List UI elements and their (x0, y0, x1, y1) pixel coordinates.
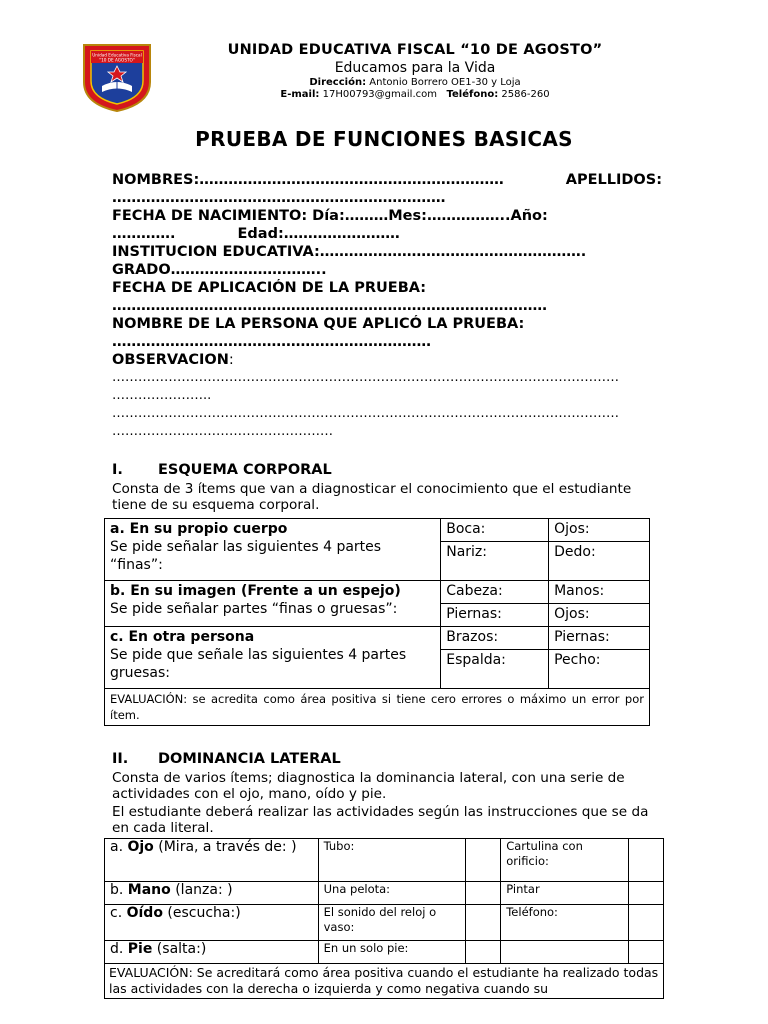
part-cell[interactable]: Ojos: (549, 604, 650, 627)
observation-line-4[interactable]: …………………………………………… (112, 424, 333, 439)
school-contact (190, 89, 640, 100)
lateral-dominance-table (104, 838, 664, 999)
activity-cell: Teléfono: (501, 905, 629, 941)
mark-cell[interactable] (629, 839, 664, 882)
document-title: PRUEBA DE FUNCIONES BASICAS (195, 127, 573, 151)
part-cell[interactable]: Nariz: (441, 542, 549, 581)
section-1-evaluation: EVALUACIÓN: se acredita como área positiva si tiene cero errores o máximo un error por ítem. (105, 689, 650, 726)
activity-cell (501, 941, 629, 964)
part-cell[interactable]: Piernas: (549, 627, 650, 650)
birthdate-field[interactable]: FECHA DE NACIMIENTO: Día:………Mes:……………..Año: (112, 208, 548, 224)
observation-line-2[interactable]: ………………….. (112, 388, 212, 403)
activity-cell: En un solo pie: (318, 941, 466, 964)
student-form (112, 171, 662, 441)
address-label: Dirección: (309, 77, 367, 88)
mark-cell[interactable] (466, 882, 501, 905)
apellidos-field[interactable]: …………………………………………………………… (112, 190, 446, 206)
mark-cell[interactable] (466, 905, 501, 941)
row-hand-label: b. Mano (lanza: ) (105, 882, 319, 905)
section-1-heading: I. ESQUEMA CORPORAL (112, 462, 332, 478)
activity-cell: El sonido del reloj o vaso: (318, 905, 466, 941)
age-field[interactable]: Edad:…………………… (237, 226, 400, 242)
mark-cell[interactable] (466, 941, 501, 964)
part-cell[interactable]: Dedo: (549, 542, 650, 581)
email-value: 17H00793@gmail.com (322, 89, 437, 100)
birth-year-field[interactable]: …………. (112, 226, 176, 242)
institution-field[interactable]: INSTITUCION EDUCATIVA:………………………………………………. (112, 244, 587, 260)
item-b-cell: b. En su imagen (Frente a un espejo) Se pide señalar partes “finas o gruesas”: (105, 581, 441, 627)
row-eye-label: a. Ojo (Mira, a través de: ) (105, 839, 319, 882)
school-name: UNIDAD EDUCATIVA FISCAL “10 DE AGOSTO” (227, 42, 603, 58)
item-c-cell: c. En otra persona Se pide que señale las siguientes 4 partes gruesas: (105, 627, 441, 689)
part-cell[interactable]: Pecho: (549, 650, 650, 689)
grade-field[interactable]: GRADO………………………….. (112, 262, 327, 278)
names-line (112, 171, 662, 189)
activity-cell: Cartulina con orificio: (501, 839, 629, 882)
nombres-field[interactable]: NOMBRES:……………………………………………………… (112, 172, 504, 188)
part-cell[interactable]: Brazos: (441, 627, 549, 650)
email-label: E-mail: (280, 89, 320, 100)
phone-value: 2586-260 (501, 89, 550, 100)
row-ear-label: c. Oído (escucha:) (105, 905, 319, 941)
logo-text-line1: Unidad Educativa Fiscal (92, 52, 142, 58)
activity-cell: Una pelota: (318, 882, 466, 905)
mark-cell[interactable] (466, 839, 501, 882)
application-date-label: FECHA DE APLICACIÓN DE LA PRUEBA: (112, 280, 427, 296)
school-address (190, 77, 640, 88)
mark-cell[interactable] (629, 905, 664, 941)
examiner-label: NOMBRE DE LA PERSONA QUE APLICÓ LA PRUEBA: (112, 316, 525, 332)
item-a-cell: a. En su propio cuerpo Se pide señalar las siguientes 4 partes “finas”: (105, 519, 441, 581)
observation-line-3[interactable]: ……………………………………………………………………………………………………… (112, 406, 619, 421)
part-cell[interactable]: Espalda: (441, 650, 549, 689)
row-foot-label: d. Pie (salta:) (105, 941, 319, 964)
address-value: Antonio Borrero OE1-30 y Loja (369, 77, 521, 88)
age-line (112, 225, 662, 243)
part-cell[interactable]: Ojos: (549, 519, 650, 542)
examiner-field[interactable]: ………………………………………………………… (112, 334, 431, 350)
section-2-description-2: El estudiante deberá realizar las actividades según las instrucciones que se da en cada literal. (112, 804, 649, 836)
mark-cell[interactable] (629, 941, 664, 964)
section-2-description-1: Consta de varios ítems; diagnostica la dominancia lateral, con una serie de actividades con el ojo, mano, oído y pie. (112, 770, 625, 802)
section-2-heading: II. DOMINANCIA LATERAL (112, 751, 341, 767)
application-date-field[interactable]: ……………………………………………………………………………… (112, 298, 547, 314)
observation-line-1[interactable]: ……………………………………………………………………………………………………… (112, 370, 619, 385)
logo-text-line2: "10 DE AGOSTO" (99, 57, 135, 63)
school-logo (82, 42, 152, 112)
part-cell[interactable]: Boca: (441, 519, 549, 542)
section-2-evaluation: EVALUACIÓN: Se acreditará como área positiva cuando el estudiante ha realizado todas las actividades con la derecha o izquierda y como negativa cuando su (105, 964, 664, 999)
mark-cell[interactable] (629, 882, 664, 905)
school-motto: Educamos para la Vida (334, 60, 496, 76)
part-cell[interactable]: Manos: (549, 581, 650, 604)
part-cell[interactable]: Piernas: (441, 604, 549, 627)
phone-label: Teléfono: (446, 89, 499, 100)
part-cell[interactable]: Cabeza: (441, 581, 549, 604)
observation-label: OBSERVACION: (112, 352, 234, 368)
activity-cell: Tubo: (318, 839, 466, 882)
body-schema-table (104, 518, 650, 726)
section-1-description: Consta de 3 ítems que van a diagnosticar el conocimiento que el estudiante tiene de su esquema corporal. (112, 481, 632, 513)
apellidos-label: APELLIDOS: (565, 172, 662, 188)
activity-cell: Pintar (501, 882, 629, 905)
